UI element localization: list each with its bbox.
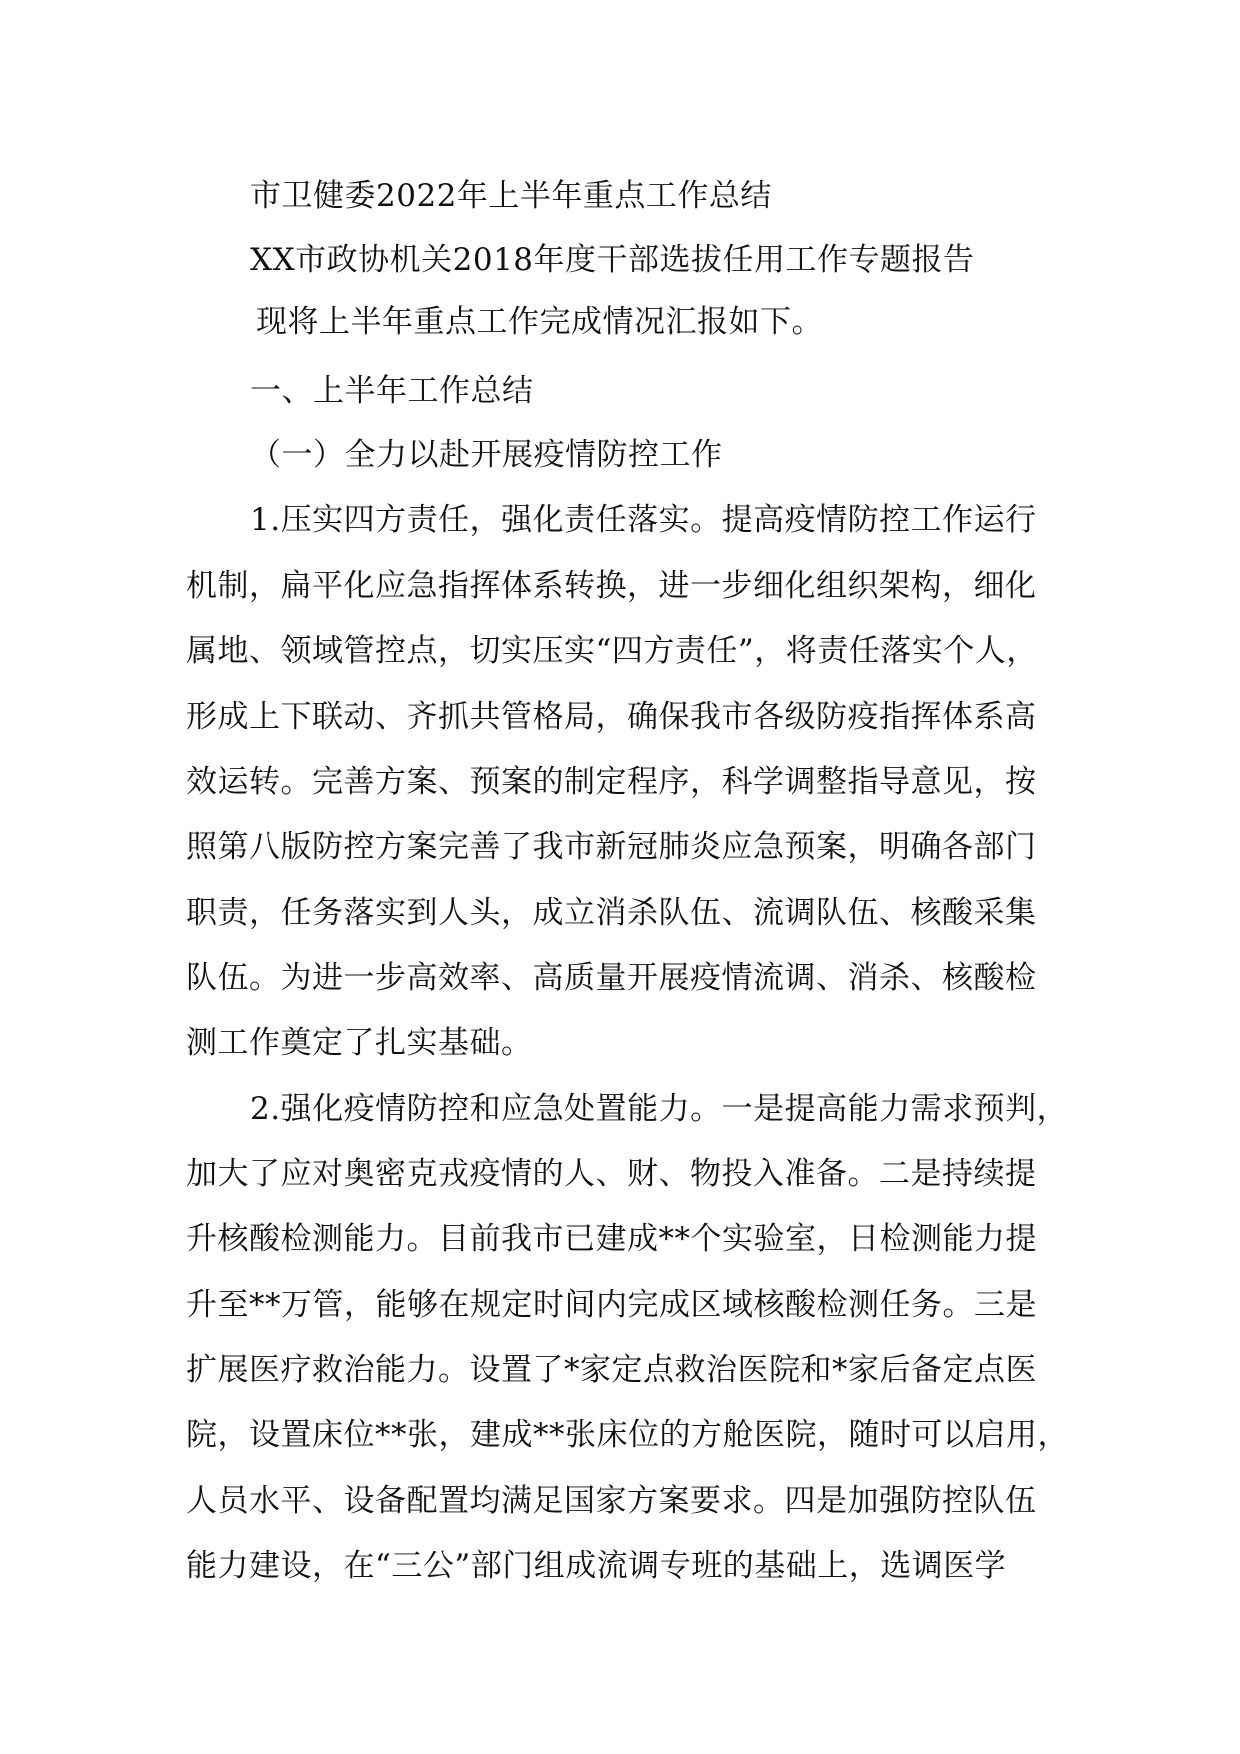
paragraph-line: 升核酸检测能力。目前我市已建成**个实验室，日检测能力提 bbox=[186, 1221, 1037, 1257]
subsection-heading: （一）全力以赴开展疫情防控工作 bbox=[250, 437, 723, 473]
paragraph-line: 测工作奠定了扎实基础。 bbox=[186, 1025, 533, 1061]
paragraph-line: 属地、领域管控点，切实压实“四方责任”，将责任落实个人， bbox=[186, 633, 1038, 669]
paragraph-line: 1.压实四方责任，强化责任落实。提高疫情防控工作运行 bbox=[250, 502, 1037, 538]
paragraph-line: 升至**万管，能够在规定时间内完成区域核酸检测任务。三是 bbox=[186, 1287, 1037, 1323]
paragraph-line: 机制，扁平化应急指挥体系转换，进一步细化组织架构，细化 bbox=[186, 568, 1037, 604]
paragraph-line: 队伍。为进一步高效率、高质量开展疫情流调、消杀、核酸检 bbox=[186, 960, 1037, 996]
paragraph-line: 2.强化疫情防控和应急处置能力。一是提高能力需求预判， bbox=[250, 1091, 1069, 1127]
paragraph-line: 院，设置床位**张，建成**张床位的方舱医院，随时可以启用， bbox=[186, 1417, 1069, 1453]
paragraph-line: 扩展医疗救治能力。设置了*家定点救治医院和*家后备定点医 bbox=[186, 1352, 1037, 1388]
paragraph-line: 能力建设，在“三公”部门组成流调专班的基础上，选调医学 bbox=[186, 1548, 1007, 1584]
section-heading: 一、上半年工作总结 bbox=[250, 373, 534, 409]
paragraph-line: 加大了应对奥密克戎疫情的人、财、物投入准备。二是持续提 bbox=[186, 1156, 1037, 1192]
intro-text: 现将上半年重点工作完成情况汇报如下。 bbox=[256, 304, 823, 340]
paragraph-line: 形成上下联动、齐抓共管格局，确保我市各级防疫指挥体系高 bbox=[186, 699, 1037, 735]
paragraph-line: 职责，任务落实到人头，成立消杀队伍、流调队伍、核酸采集 bbox=[186, 895, 1037, 931]
document-title-line-1: 市卫健委2022年上半年重点工作总结 bbox=[250, 178, 772, 214]
document-title-line-2: XX市政协机关2018年度干部选拔任用工作专题报告 bbox=[250, 242, 975, 278]
paragraph-line: 照第八版防控方案完善了我市新冠肺炎应急预案，明确各部门 bbox=[186, 829, 1037, 865]
paragraph-line: 人员水平、设备配置均满足国家方案要求。四是加强防控队伍 bbox=[186, 1483, 1037, 1519]
paragraph-line: 效运转。完善方案、预案的制定程序，科学调整指导意见，按 bbox=[186, 764, 1037, 800]
